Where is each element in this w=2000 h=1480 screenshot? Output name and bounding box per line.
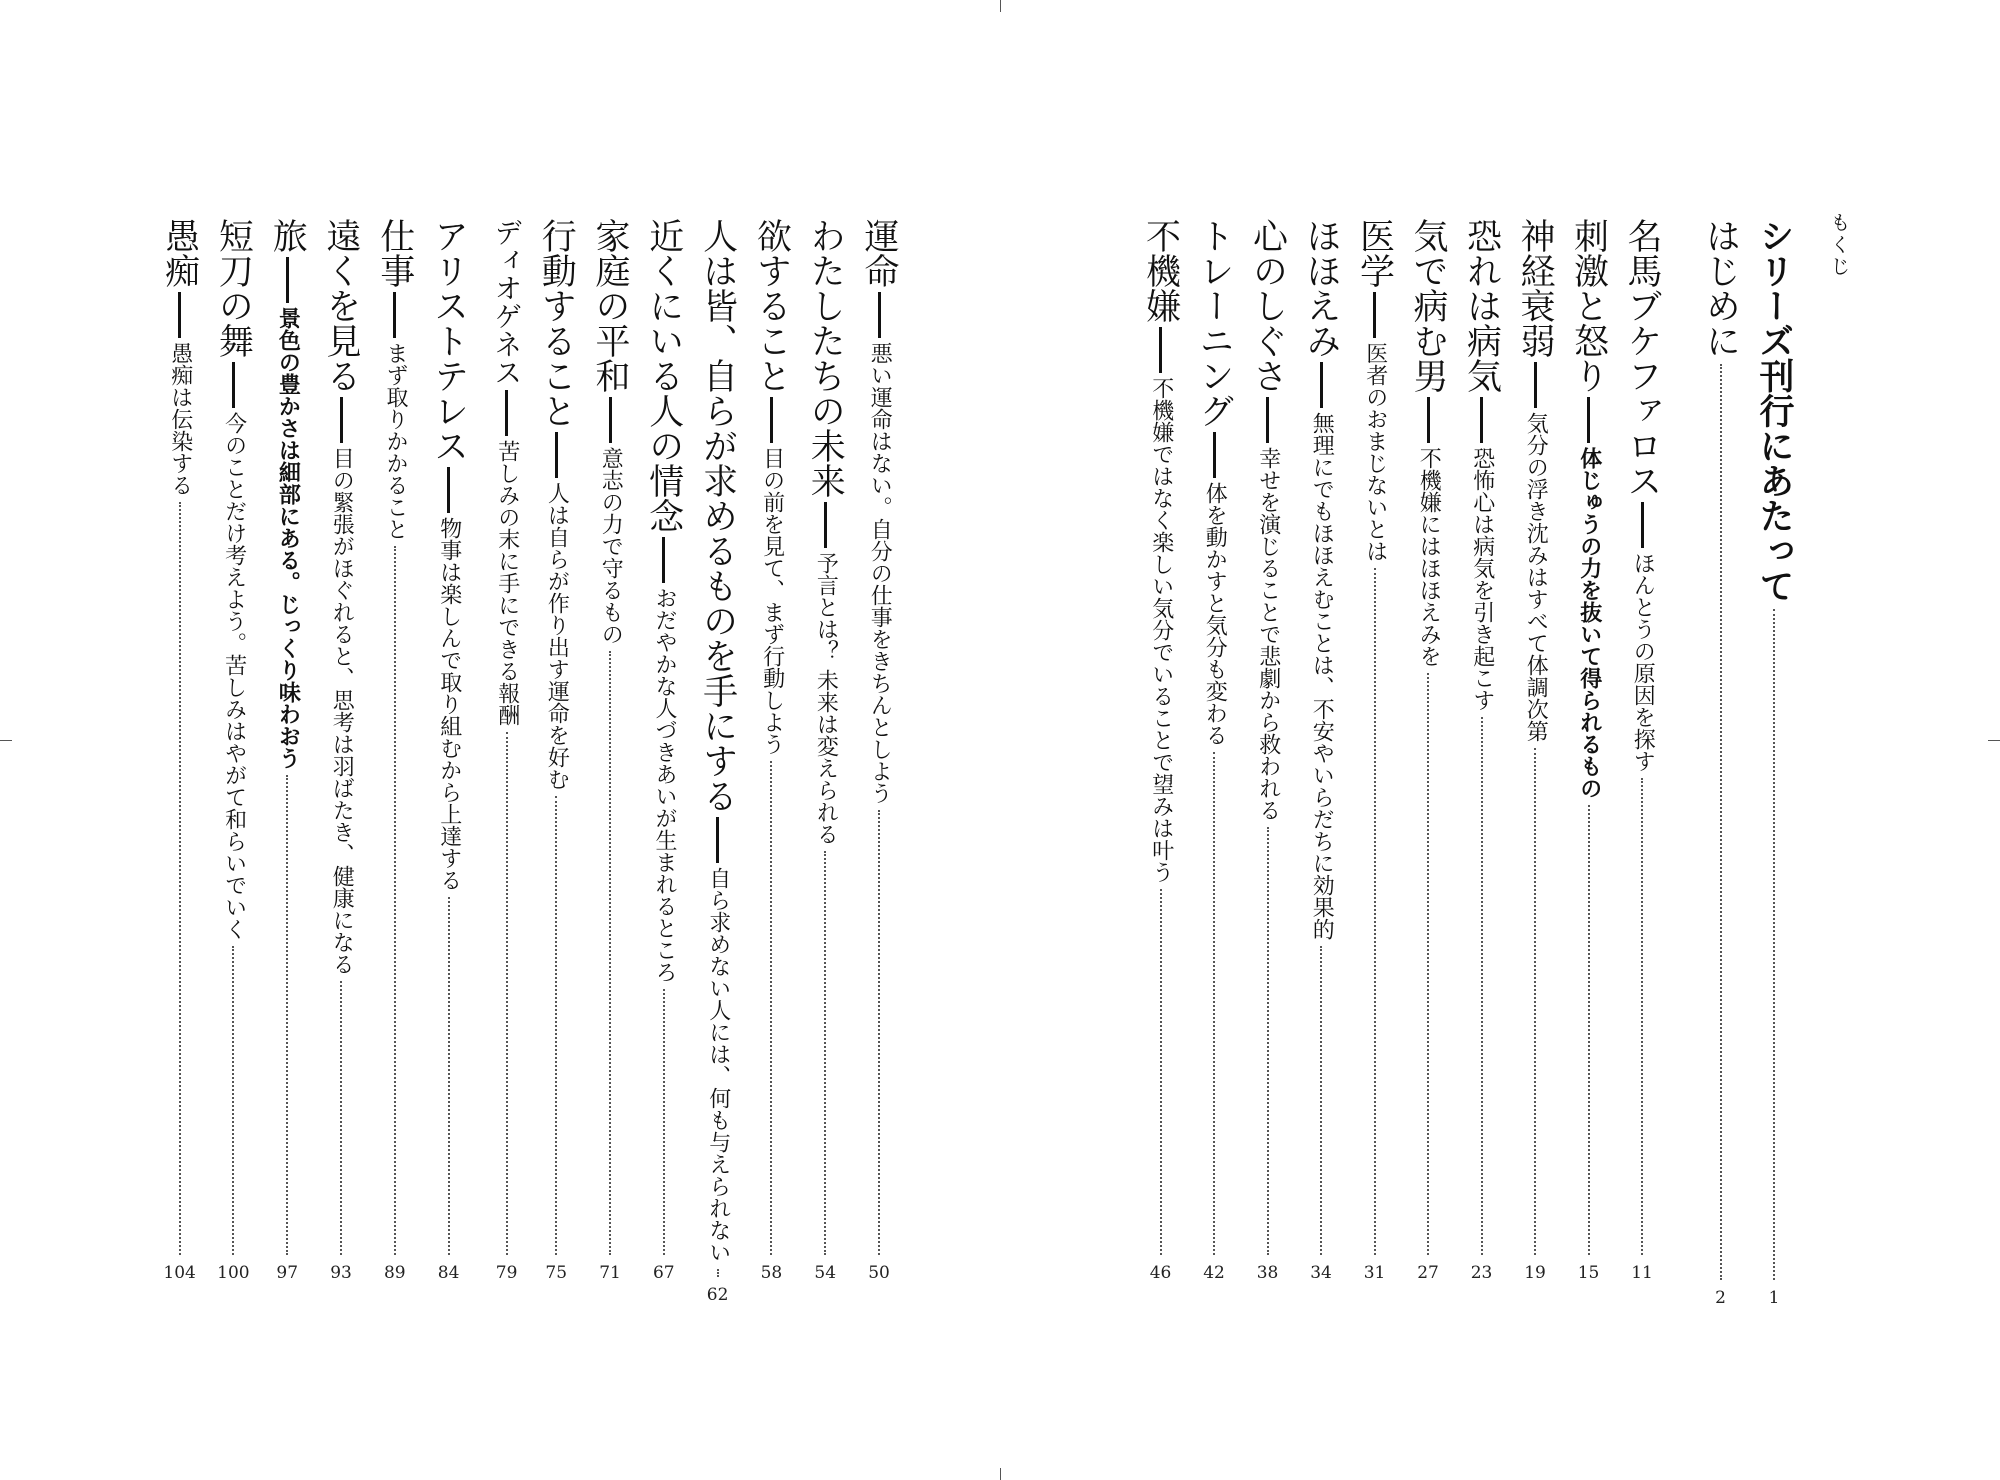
dotted-leader: [506, 732, 508, 1255]
dotted-leader: [1374, 568, 1376, 1255]
page-number: 93: [330, 1262, 352, 1283]
toc-entry-subtitle: 予言とは？ 未来は変えられる: [813, 552, 839, 845]
toc-entry-subtitle: 意志の力で守るもの: [598, 447, 624, 645]
em-dash: [286, 257, 289, 303]
page-number: 79: [495, 1262, 518, 1283]
dotted-leader: [609, 651, 611, 1255]
dotted-leader: [232, 946, 234, 1255]
crop-mark: [0, 740, 12, 741]
toc-entry-subtitle: 不機嫌にはほほえみを: [1416, 447, 1442, 667]
em-dash: [824, 502, 827, 548]
dotted-leader: [1481, 717, 1483, 1255]
page-number: 27: [1417, 1262, 1439, 1283]
crop-mark: [1000, 0, 1001, 12]
toc-entry-title: 刺激と怒り: [1568, 218, 1609, 393]
toc-entry-title: 行動すること: [536, 218, 577, 428]
page-number: 54: [814, 1262, 837, 1283]
dotted-leader: [286, 775, 288, 1255]
em-dash: [1159, 327, 1162, 373]
toc-entry-title: 心のしぐさ: [1247, 218, 1288, 393]
toc-entry[interactable]: [1122, 218, 1182, 1323]
dotted-leader: [1534, 748, 1536, 1255]
toc-entry[interactable]: [410, 218, 470, 1323]
toc-entry[interactable]: [463, 218, 523, 1323]
toc-entry[interactable]: [1175, 218, 1235, 1323]
em-dash: [1641, 502, 1644, 548]
toc-entry[interactable]: [625, 218, 685, 1323]
toc-entry-title: 欲すること: [751, 218, 792, 393]
toc-entry[interactable]: [1496, 218, 1556, 1323]
toc-entry[interactable]: [1682, 218, 1742, 1323]
toc-entry-title: 不機嫌: [1140, 218, 1181, 323]
toc-entry[interactable]: [1336, 218, 1396, 1323]
toc-entry-title: 旅: [267, 218, 308, 253]
page-number: 58: [760, 1262, 783, 1283]
toc-entry[interactable]: [1282, 218, 1342, 1323]
dotted-leader: [1641, 778, 1643, 1255]
page-number: 62: [706, 1285, 729, 1305]
em-dash: [662, 537, 665, 583]
dotted-leader: [1588, 805, 1590, 1255]
toc-entry-title: 神経衰弱: [1515, 218, 1555, 358]
toc-entry-title: わたしたちの未来: [805, 218, 846, 498]
page-number: 100: [217, 1262, 250, 1283]
page-number: 42: [1203, 1262, 1225, 1283]
toc-entry-title: ディオゲネス: [490, 218, 524, 386]
dotted-leader: [663, 989, 665, 1255]
page-number: 23: [1470, 1262, 1493, 1283]
toc-entry-subtitle: まず取りかかること: [383, 342, 408, 540]
toc-entry-subtitle: 今のことだけ考えよう。苦しみはやがて和らいでいく: [221, 412, 247, 940]
dotted-leader: [1320, 946, 1322, 1255]
em-dash: [1266, 397, 1269, 443]
dotted-leader: [824, 851, 826, 1255]
crop-mark: [1000, 1468, 1001, 1480]
toc-entry[interactable]: [1550, 218, 1610, 1323]
dotted-leader: [1720, 364, 1722, 1280]
toc-entry[interactable]: [732, 218, 792, 1323]
toc-entry-subtitle: 悪い運命はない。自分の仕事をきちんとしよう: [867, 342, 893, 804]
toc-entry-subtitle: 苦しみの末に手にできる報酬: [494, 440, 520, 726]
dotted-leader: [1427, 673, 1429, 1255]
em-dash: [178, 292, 181, 338]
dotted-leader: [1160, 889, 1162, 1255]
toc-entry[interactable]: [517, 218, 577, 1323]
toc-entry[interactable]: [840, 218, 900, 1323]
toc-entry-subtitle: 自ら求めない人には、何も与えられない: [705, 867, 731, 1263]
toc-entry-title: トレーニング: [1194, 218, 1234, 428]
em-dash: [1427, 397, 1430, 443]
toc-entry-subtitle: 無理にでもほほえむことは、不安やいらだちに効果的: [1309, 412, 1335, 940]
toc-entry[interactable]: [1389, 218, 1449, 1323]
page-number: 50: [868, 1262, 890, 1283]
toc-entry[interactable]: [1229, 218, 1289, 1323]
toc-entry-title: 仕事: [374, 218, 415, 288]
toc-entry-title: ほほえみ: [1301, 218, 1341, 358]
em-dash: [447, 467, 450, 513]
toc-entry[interactable]: [194, 218, 254, 1323]
toc-entry-subtitle: ほんとうの原因を探す: [1630, 552, 1656, 772]
toc-entry-subtitle: 体を動かすと気分も変わる: [1202, 482, 1228, 746]
em-dash: [1213, 432, 1216, 478]
toc-entry-subtitle: 気分の浮き沈みはすべて体調次第: [1523, 412, 1549, 742]
page-number: 89: [383, 1262, 406, 1283]
em-dash: [1587, 397, 1590, 443]
toc-entry-title: 愚痴: [159, 218, 200, 288]
page-number: 34: [1310, 1262, 1332, 1283]
toc-entry[interactable]: [248, 218, 308, 1323]
page-number: 46: [1149, 1262, 1172, 1283]
crop-mark: [1988, 740, 2000, 741]
page-number: 1: [1768, 1287, 1780, 1308]
dotted-leader: [770, 761, 772, 1255]
toc-entry-subtitle: 景色の豊かさは細部にある。じっくり味わおう: [275, 307, 301, 769]
toc-entry-subtitle: 恐怖心は病気を引き起こす: [1469, 447, 1495, 711]
dotted-leader: [394, 546, 396, 1255]
em-dash: [340, 397, 343, 443]
toc-heading: もくじ: [1827, 212, 1851, 278]
toc-entry[interactable]: [1603, 218, 1663, 1323]
dotted-leader: [340, 981, 342, 1255]
toc-entry[interactable]: [356, 218, 416, 1323]
dotted-leader: [448, 897, 450, 1255]
toc-entry-title: 家庭の平和: [590, 218, 630, 393]
em-dash: [555, 432, 558, 478]
toc-entry-title: はじめに: [1700, 218, 1741, 358]
toc-entry-title: 短刀の舞: [213, 218, 254, 358]
toc-entry[interactable]: [679, 218, 739, 1323]
em-dash: [1373, 292, 1376, 338]
toc-entry-title: 人は皆、自らが求めるものを手にする: [697, 218, 738, 813]
toc-entry[interactable]: [1735, 218, 1795, 1323]
em-dash: [232, 362, 235, 408]
toc-entry-title: 気で病む男: [1408, 218, 1448, 393]
em-dash: [609, 397, 612, 443]
page-number: 31: [1363, 1262, 1386, 1283]
toc-entry-subtitle: 目の前を見て、まず行動しよう: [759, 447, 785, 755]
em-dash: [1534, 362, 1537, 408]
page-number: 71: [599, 1262, 621, 1283]
page-number: 97: [276, 1262, 299, 1283]
em-dash: [393, 292, 396, 338]
page-number: 38: [1256, 1262, 1279, 1283]
toc-entry[interactable]: [786, 218, 846, 1323]
toc-entry-title: 名馬ブケファロス: [1622, 218, 1662, 498]
toc-entry-subtitle: 物事は楽しんで取り組むから上達する: [436, 517, 462, 891]
toc-entry[interactable]: [1443, 218, 1503, 1323]
em-dash: [716, 817, 719, 863]
page-number: 11: [1631, 1262, 1653, 1283]
page-number: 67: [652, 1262, 675, 1283]
dotted-leader: [878, 810, 880, 1255]
toc-entry-title: 遠くを見る: [321, 218, 361, 393]
toc-entry-subtitle: おだやかな人づきあいが生まれるところ: [652, 587, 677, 983]
toc-entry-title: 恐れは病気: [1461, 218, 1502, 393]
dotted-leader: [555, 796, 557, 1255]
toc-entry-title: 医学: [1354, 218, 1395, 288]
toc-entry-subtitle: 目の緊張がほぐれると、思考は羽ばたき、健康になる: [329, 447, 355, 975]
dotted-leader: [179, 502, 181, 1255]
page-number: 84: [437, 1262, 460, 1283]
page-number: 15: [1577, 1262, 1600, 1283]
toc-entry-subtitle: 医者のおまじないとは: [1362, 342, 1388, 562]
dotted-leader: [1213, 752, 1215, 1255]
toc-entry-subtitle: 体じゅうの力を抜いて得られるもの: [1576, 447, 1602, 799]
page-number: 19: [1524, 1262, 1546, 1283]
toc-entry[interactable]: [302, 218, 362, 1323]
toc-entry-title: シリーズ刊行にあたって: [1754, 218, 1794, 603]
toc-entry-title: 近くにいる人の情念: [643, 218, 684, 533]
page-number: 75: [545, 1262, 568, 1283]
toc-entry[interactable]: [571, 218, 631, 1323]
dotted-leader: [1773, 609, 1775, 1280]
page-number: 104: [163, 1262, 196, 1283]
dotted-leader: [717, 1269, 719, 1277]
toc-entry-subtitle: 幸せを演じることで悲劇から救われる: [1255, 447, 1281, 821]
em-dash: [1320, 362, 1323, 408]
toc-entry-title: 運命: [859, 218, 899, 288]
em-dash: [1480, 397, 1483, 443]
dotted-leader: [1267, 827, 1269, 1255]
toc-entry-subtitle: 不機嫌ではなく楽しい気分でいることで望みは叶う: [1148, 377, 1174, 883]
em-dash: [505, 390, 508, 436]
toc-entry-subtitle: 人は自らが作り出す運命を好む: [544, 482, 570, 790]
toc-entry[interactable]: [141, 218, 201, 1323]
page-number: 2: [1715, 1287, 1726, 1308]
em-dash: [878, 292, 881, 338]
toc-entry-subtitle: 愚痴は伝染する: [167, 342, 193, 496]
em-dash: [770, 397, 773, 443]
toc-entry-title: アリストテレス: [428, 218, 469, 463]
